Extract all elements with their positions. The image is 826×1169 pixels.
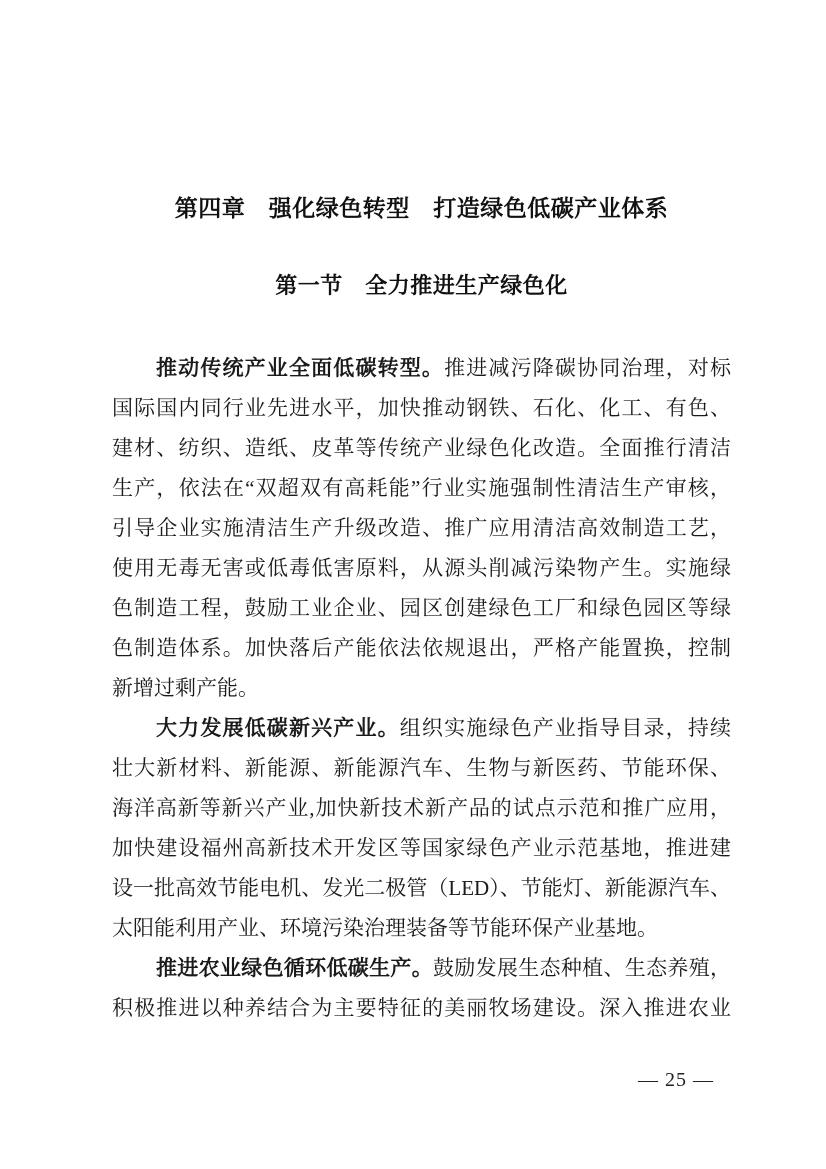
text-line: 海洋高新等新兴产业,加快新技术新产品的试点示范和推广应用， [112,796,731,820]
text-line: 色制造体系。加快落后产能依法依规退出，严格产能置换，控制 [112,636,731,660]
paragraph-lead: 推进农业绿色循环低碳生产。 [156,956,433,980]
paragraph [112,708,731,948]
text-line: 色制造工程，鼓励工业企业、园区创建绿色工厂和绿色园区等绿 [112,596,731,620]
text-line: 新增过剩产能。 [112,676,259,700]
text-line: 生产，依法在“双超双有高耗能”行业实施强制性清洁生产审核， [112,476,731,500]
text-line: 设一批高效节能电机、发光二极管（LED）、节能灯、新能源汽车、 [112,876,731,900]
text-line: 推进农业绿色循环低碳生产。鼓励发展生态种植、生态养殖， [156,956,731,980]
section-title: 第一节 全力推进生产绿色化 [275,273,568,298]
text-line: 加快建设福州高新技术开发区等国家绿色产业示范基地，推进建 [112,836,731,860]
chapter-title: 第四章 强化绿色转型 打造绿色低碳产业体系 [174,195,669,221]
page-number: — 25 — [638,1069,714,1091]
paragraph [112,348,731,708]
text-line: 使用无毒无害或低毒低害原料，从源头削减污染物产生。实施绿 [112,556,731,580]
paragraph [112,948,731,1028]
text-line: 建材、纺织、造纸、皮革等传统产业绿色化改造。全面推行清洁 [112,436,731,460]
text-line: 壮大新材料、新能源、新能源汽车、生物与新医药、节能环保、 [112,756,731,780]
text-line: 大力发展低碳新兴产业。组织实施绿色产业指导目录，持续 [156,716,731,740]
text-line: 引导企业实施清洁生产升级改造、推广应用清洁高效制造工艺， [112,516,731,540]
paragraph-lead: 大力发展低碳新兴产业。 [156,716,400,740]
paragraph-lead: 推动传统产业全面低碳转型。 [156,356,445,380]
text-line: 国际国内同行业先进水平，加快推动钢铁、石化、化工、有色、 [112,396,731,420]
text-line: 推动传统产业全面低碳转型。推进减污降碳协同治理，对标 [156,356,731,380]
text-line: 太阳能利用产业、环境污染治理装备等节能环保产业基地。 [112,916,658,940]
body-text [112,348,731,1028]
text-line: 积极推进以种养结合为主要特征的美丽牧场建设。深入推进农业 [112,996,731,1020]
